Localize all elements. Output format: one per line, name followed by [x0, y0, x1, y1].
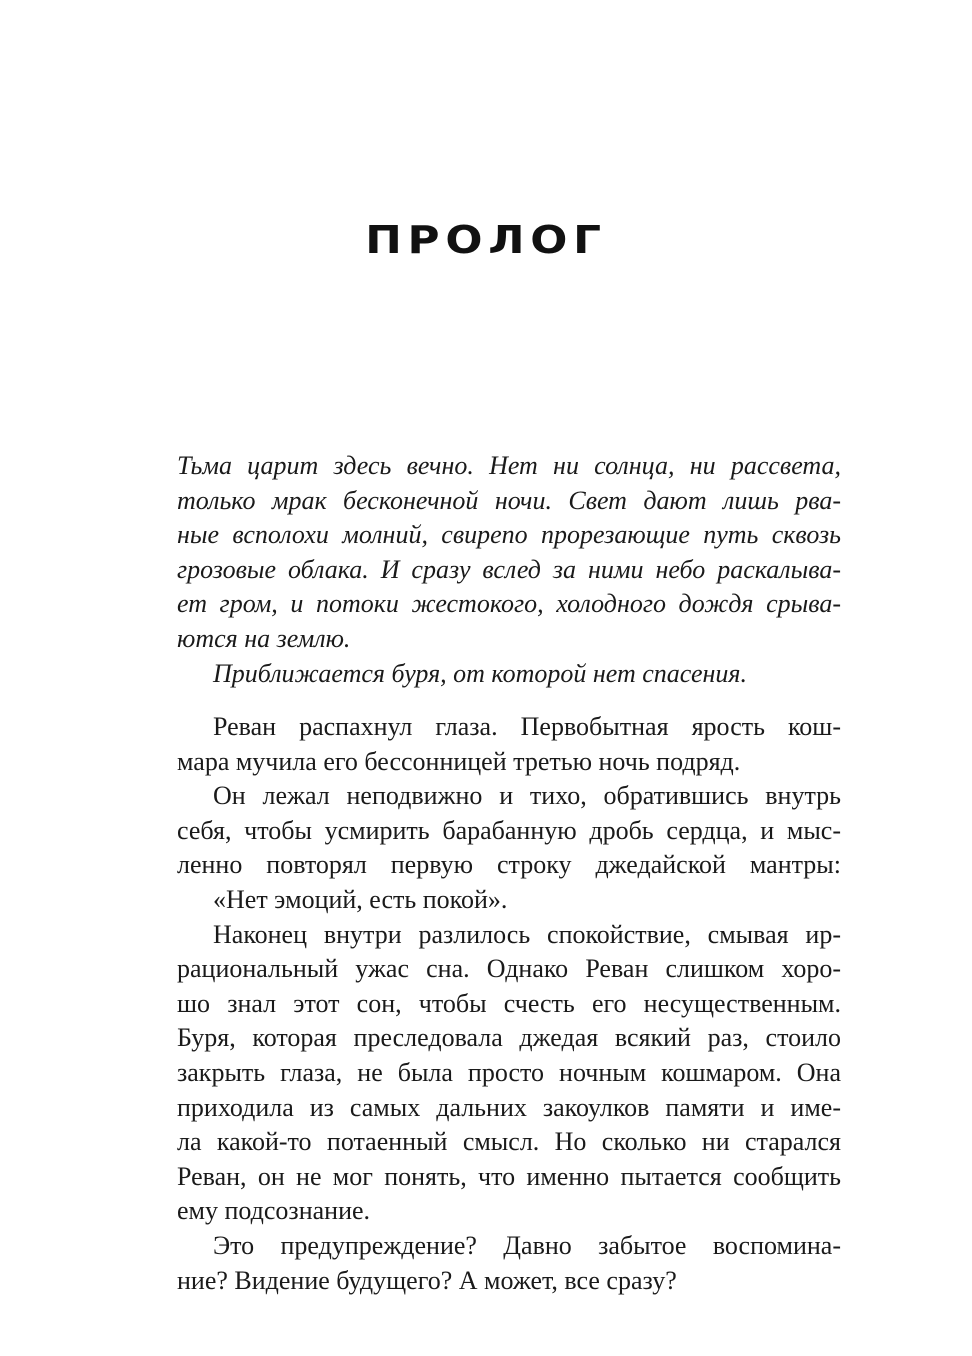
body-text [177, 710, 841, 1298]
body-line: себя, чтобы усмирить барабанную дробь сердца, и мыс- [177, 815, 841, 845]
body-line: Наконец внутри разлилось спокойствие, смывая ир- [213, 919, 841, 949]
epigraph-line: только мрак бесконечной ночи. Свет дают лишь рва- [177, 485, 841, 515]
body-line: Реван распахнул глаза. Первобытная ярость кош- [213, 712, 841, 741]
epigraph-line: грозовые облака. И сразу вслед за ними небо раскалыва- [177, 554, 841, 584]
body-line: Реван, он не мог понять, что именно пытается сообщить [177, 1161, 841, 1191]
body-line: ленно повторял первую строку джедайской мантры: [177, 850, 841, 880]
epigraph-line: ные всполохи молний, свирепо прорезающие путь сквозь [177, 520, 841, 550]
epigraph-line: Тьма царит здесь вечно. Нет ни солнца, ни рассвета, [177, 451, 841, 480]
epigraph-line: ются на землю. [177, 623, 351, 653]
epigraph-line: Приближается буря, от которой нет спасения. [213, 658, 748, 688]
body-line: мара мучила его бессонницей третью ночь подряд. [177, 746, 741, 776]
body-line: ла какой-то потаенный смысл. Но сколько ни старался [177, 1127, 841, 1157]
body-line: приходила из самых дальних закоулков памяти и име- [177, 1092, 841, 1122]
body-line: «Нет эмоций, есть покой». [213, 884, 508, 914]
body-line: закрыть глаза, не была просто ночным кошмаром. Она [177, 1057, 841, 1087]
body-line: ему подсознание. [177, 1196, 371, 1226]
body-line: Он лежал неподвижно и тихо, обратившись внутрь [213, 781, 841, 811]
chapter-title: ПРОЛОГ [365, 218, 607, 262]
epigraph [177, 449, 841, 691]
body-line: Буря, которая преследовала джедая всякий раз, стоило [177, 1023, 841, 1053]
body-line: Это предупреждение? Давно забытое воспомина- [213, 1230, 841, 1260]
body-line: шо знал этот сон, чтобы счесть его несущественным. [177, 988, 841, 1018]
body-line: ние? Видение будущего? А может, все сразу? [177, 1265, 677, 1295]
body-line: рациональный ужас сна. Однако Реван слишком хоро- [177, 954, 841, 984]
epigraph-line: ет гром, и потоки жестокого, холодного дождя срыва- [177, 589, 841, 619]
